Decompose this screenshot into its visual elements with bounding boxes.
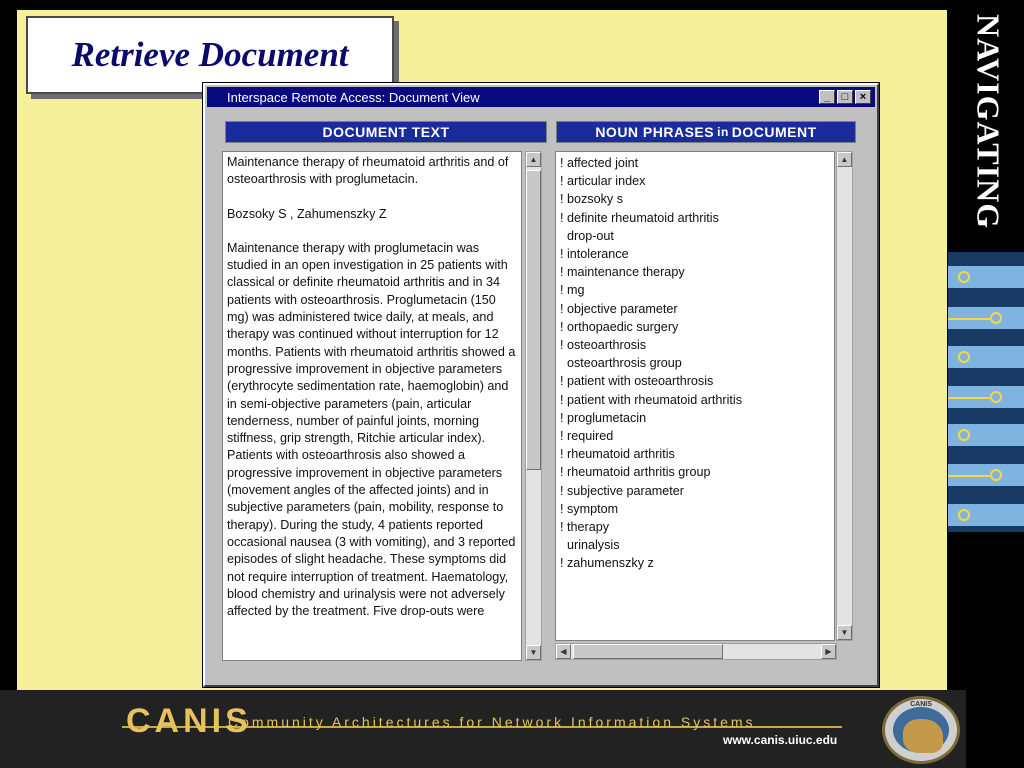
noun-phrase-list[interactable] <box>555 151 835 641</box>
side-title <box>960 14 1016 250</box>
window-controls <box>819 90 871 104</box>
seal-text: CANIS <box>910 701 932 708</box>
document-title: Maintenance therapy of rheumatoid arthritis and of osteoarthrosis with proglumetacin. <box>227 155 509 187</box>
side-title-text: NAVIGATING <box>970 14 1007 230</box>
document-abstract: Maintenance therapy with proglumetacin was studied in an open investigation in 25 patients with classical or definite rheumatoid arthritis and in 34 patients with osteoarthrosis. Proglumetacin (150 mg) was administered twice daily, at meals, and therapy was continued without interruption for 12 months. Patients with rheumatoid arthritis showed a progressive improvement in objective parameters (erythrocyte sedimentation rate, haemoglobin) and in semi-objective parameters (pain, articular tenderness, number of painful joints, morning stiffness, grip strength, Ritchie articular index). Patients with osteoarthrosis also showed a progressive improvement in objective parameters (movement angles of the affected joints) and in subjective parameters (pain, mobility, response to therapy). During the study, 4 patients reported occasional nausea (3 with vomiting), and 3 reported episodes of slight headache. These symptoms did not require interruption of treatment. Haematology, blood chemistry and urinalysis were not adversely affected by the treatment. Five drop-outs were <box>227 240 516 619</box>
circuit-node-icon <box>958 271 970 283</box>
circuit-node-icon <box>990 312 1002 324</box>
canis-seal-icon <box>882 696 960 764</box>
scroll-left-arrow-icon[interactable]: ◀ <box>556 644 571 659</box>
noun-phrase-item[interactable]: ! zahumenszky z <box>560 556 654 571</box>
document-vertical-scrollbar[interactable] <box>525 151 542 661</box>
noun-phrase-item[interactable]: ! affected joint <box>560 156 639 170</box>
circuit-node-icon <box>958 509 970 521</box>
window-titlebar[interactable] <box>207 87 875 107</box>
scroll-down-arrow-icon[interactable]: ▼ <box>837 625 852 640</box>
noun-phrases-heading-post: DOCUMENT <box>731 124 817 140</box>
noun-phrase-item[interactable]: ! therapy <box>560 520 610 535</box>
dog-icon <box>903 719 943 753</box>
noun-phrase-vertical-scrollbar[interactable] <box>836 151 853 641</box>
noun-phrase-item[interactable]: ! patient with osteoarthrosis <box>560 374 714 389</box>
circuit-node-icon <box>990 469 1002 481</box>
noun-phrase-item[interactable]: osteoarthrosis group <box>560 356 682 371</box>
noun-phrase-item[interactable]: ! mg <box>560 283 585 298</box>
circuit-node-icon <box>990 391 1002 403</box>
minimize-button[interactable]: _ <box>819 90 835 104</box>
noun-phrases-heading-pre: NOUN PHRASES <box>595 124 715 140</box>
noun-phrase-item[interactable]: ! rheumatoid arthritis <box>560 447 675 462</box>
noun-phrase-item[interactable]: ! definite rheumatoid arthritis <box>560 210 719 225</box>
noun-phrase-item[interactable]: ! osteoarthrosis <box>560 338 647 353</box>
noun-phrase-item[interactable]: ! bozsoky s <box>560 192 623 207</box>
scroll-up-arrow-icon[interactable]: ▲ <box>526 152 541 167</box>
noun-phrase-item[interactable]: ! rheumatoid arthritis group <box>560 465 711 480</box>
slide-title: Retrieve Document <box>71 35 349 74</box>
noun-phrase-horizontal-scrollbar[interactable] <box>555 643 837 660</box>
canis-url[interactable]: www.canis.uiuc.edu <box>723 733 838 747</box>
noun-phrase-item[interactable]: ! objective parameter <box>560 301 678 316</box>
scroll-thumb[interactable] <box>573 644 723 659</box>
circuit-trace <box>948 475 990 477</box>
document-text-area[interactable] <box>222 151 522 661</box>
document-authors: Bozsoky S , Zahumenszky Z <box>227 206 387 221</box>
noun-phrase-item[interactable]: ! symptom <box>560 501 619 516</box>
canis-logo: CANIS <box>126 702 252 740</box>
noun-phrase-item[interactable]: ! subjective parameter <box>560 483 684 498</box>
noun-phrase-item[interactable]: ! intolerance <box>560 247 629 262</box>
noun-phrases-heading-mid: in <box>717 125 729 139</box>
scroll-down-arrow-icon[interactable]: ▼ <box>526 645 541 660</box>
noun-phrase-item[interactable]: drop-out <box>560 228 614 243</box>
maximize-button[interactable]: □ <box>837 90 853 104</box>
circuit-node-icon <box>958 429 970 441</box>
scroll-right-arrow-icon[interactable]: ▶ <box>821 644 836 659</box>
noun-phrase-item[interactable]: ! articular index <box>560 174 646 189</box>
window-title: Interspace Remote Access: Document View <box>227 89 480 105</box>
noun-phrase-item[interactable]: ! patient with rheumatoid arthritis <box>560 392 742 407</box>
circuit-trace <box>948 318 990 320</box>
canis-subtitle: Community Architectures for Network Information Systems <box>228 714 756 730</box>
close-button[interactable]: × <box>855 90 871 104</box>
noun-phrase-item[interactable]: urinalysis <box>560 538 620 553</box>
circuit-trace <box>948 397 990 399</box>
document-text-heading <box>225 121 547 143</box>
noun-phrase-item[interactable]: ! required <box>560 429 614 444</box>
document-text-heading-label: DOCUMENT TEXT <box>322 124 450 140</box>
noun-phrase-item[interactable]: ! orthopaedic surgery <box>560 319 679 334</box>
noun-phrases-heading <box>556 121 856 143</box>
noun-phrase-item[interactable]: ! proglumetacin <box>560 410 647 425</box>
scroll-thumb[interactable] <box>526 170 541 470</box>
circuit-decoration <box>948 252 1024 532</box>
circuit-node-icon <box>958 351 970 363</box>
scroll-up-arrow-icon[interactable]: ▲ <box>837 152 852 167</box>
noun-phrase-item[interactable]: ! maintenance therapy <box>560 265 685 280</box>
